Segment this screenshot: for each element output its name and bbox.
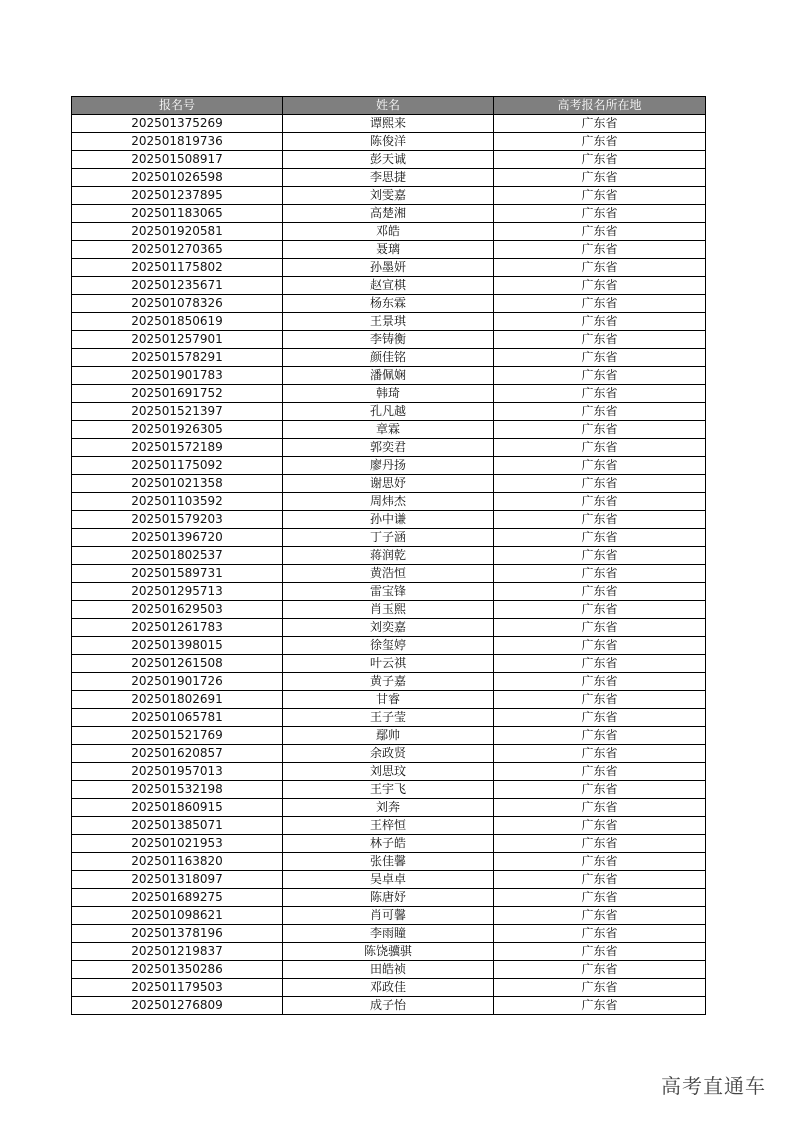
name-cell: 廖丹扬 [283, 457, 494, 475]
table-row [72, 835, 706, 853]
registration-number-cell: 202501318097 [72, 871, 283, 889]
exam-location-cell: 广东省 [494, 691, 706, 709]
table-row [72, 151, 706, 169]
table-row [72, 331, 706, 349]
table-row [72, 475, 706, 493]
registration-number-cell: 202501261508 [72, 655, 283, 673]
exam-location-cell: 广东省 [494, 601, 706, 619]
table-row [72, 709, 706, 727]
registration-number-cell: 202501175802 [72, 259, 283, 277]
registration-number-cell: 202501691752 [72, 385, 283, 403]
name-cell: 成子怡 [283, 997, 494, 1015]
name-cell: 李雨瞳 [283, 925, 494, 943]
table-row [72, 781, 706, 799]
registration-number-cell: 202501378196 [72, 925, 283, 943]
registration-number-cell: 202501901783 [72, 367, 283, 385]
registration-number-cell: 202501179503 [72, 979, 283, 997]
name-cell: 鄢帅 [283, 727, 494, 745]
exam-location-cell: 广东省 [494, 331, 706, 349]
table-row [72, 655, 706, 673]
table-row [72, 367, 706, 385]
exam-location-cell: 广东省 [494, 673, 706, 691]
name-cell: 孔凡越 [283, 403, 494, 421]
table-row [72, 889, 706, 907]
exam-location-cell: 广东省 [494, 781, 706, 799]
name-cell: 叶云祺 [283, 655, 494, 673]
name-cell: 谢思妤 [283, 475, 494, 493]
name-cell: 谭熙来 [283, 115, 494, 133]
table-row [72, 277, 706, 295]
registration-number-cell: 202501689275 [72, 889, 283, 907]
name-cell: 陈唐妤 [283, 889, 494, 907]
table-row [72, 817, 706, 835]
name-cell: 王梓恒 [283, 817, 494, 835]
exam-location-cell: 广东省 [494, 313, 706, 331]
exam-location-cell: 广东省 [494, 547, 706, 565]
name-cell: 刘奕嘉 [283, 619, 494, 637]
name-cell: 章霖 [283, 421, 494, 439]
name-cell: 肖玉熙 [283, 601, 494, 619]
name-cell: 周炜杰 [283, 493, 494, 511]
registration-number-cell: 202501103592 [72, 493, 283, 511]
table-row [72, 799, 706, 817]
table-row [72, 205, 706, 223]
name-cell: 孙中谦 [283, 511, 494, 529]
table-row [72, 637, 706, 655]
table-row [72, 961, 706, 979]
exam-location-cell: 广东省 [494, 709, 706, 727]
exam-location-cell: 广东省 [494, 439, 706, 457]
name-cell: 刘奔 [283, 799, 494, 817]
table-row [72, 187, 706, 205]
name-cell: 甘睿 [283, 691, 494, 709]
exam-location-cell: 广东省 [494, 853, 706, 871]
table-row [72, 925, 706, 943]
name-cell: 李思捷 [283, 169, 494, 187]
table-body [72, 115, 706, 1015]
name-cell: 雷宝锋 [283, 583, 494, 601]
registration-number-cell: 202501276809 [72, 997, 283, 1015]
registration-number-cell: 202501957013 [72, 763, 283, 781]
table-row [72, 259, 706, 277]
exam-location-cell: 广东省 [494, 205, 706, 223]
registration-number-cell: 202501860915 [72, 799, 283, 817]
name-cell: 孙墨妍 [283, 259, 494, 277]
registration-number-cell: 202501819736 [72, 133, 283, 151]
table-row [72, 997, 706, 1015]
registration-number-cell: 202501026598 [72, 169, 283, 187]
name-cell: 高楚湘 [283, 205, 494, 223]
table-header-row [72, 97, 706, 115]
registration-number-cell: 202501920581 [72, 223, 283, 241]
exam-location-cell: 广东省 [494, 529, 706, 547]
exam-location-cell: 广东省 [494, 367, 706, 385]
table-row [72, 619, 706, 637]
exam-location-cell: 广东省 [494, 583, 706, 601]
header-exam-location: 高考报名所在地 [494, 97, 706, 115]
name-cell: 吴卓卓 [283, 871, 494, 889]
table-row [72, 907, 706, 925]
registration-number-cell: 202501021358 [72, 475, 283, 493]
table-row [72, 673, 706, 691]
registration-number-cell: 202501235671 [72, 277, 283, 295]
exam-location-cell: 广东省 [494, 871, 706, 889]
table-row [72, 223, 706, 241]
exam-location-cell: 广东省 [494, 817, 706, 835]
exam-location-cell: 广东省 [494, 421, 706, 439]
admission-list-sheet [71, 96, 705, 1015]
exam-location-cell: 广东省 [494, 223, 706, 241]
registration-number-cell: 202501521769 [72, 727, 283, 745]
table-row [72, 565, 706, 583]
table-row [72, 133, 706, 151]
exam-location-cell: 广东省 [494, 133, 706, 151]
name-cell: 邓政佳 [283, 979, 494, 997]
registration-number-cell: 202501098621 [72, 907, 283, 925]
name-cell: 聂璃 [283, 241, 494, 259]
table-row [72, 853, 706, 871]
registration-number-cell: 202501521397 [72, 403, 283, 421]
exam-location-cell: 广东省 [494, 259, 706, 277]
exam-location-cell: 广东省 [494, 169, 706, 187]
registration-number-cell: 202501175092 [72, 457, 283, 475]
name-cell: 肖可馨 [283, 907, 494, 925]
name-cell: 郭奕君 [283, 439, 494, 457]
table-row [72, 403, 706, 421]
name-cell: 黄浩恒 [283, 565, 494, 583]
registration-number-cell: 202501926305 [72, 421, 283, 439]
table-row [72, 871, 706, 889]
table-row [72, 979, 706, 997]
name-cell: 潘佩娴 [283, 367, 494, 385]
registration-number-cell: 202501802691 [72, 691, 283, 709]
table-row [72, 763, 706, 781]
registration-number-cell: 202501620857 [72, 745, 283, 763]
registration-number-cell: 202501629503 [72, 601, 283, 619]
registration-number-cell: 202501237895 [72, 187, 283, 205]
admission-table [71, 96, 706, 1015]
exam-location-cell: 广东省 [494, 115, 706, 133]
exam-location-cell: 广东省 [494, 961, 706, 979]
table-row [72, 601, 706, 619]
exam-location-cell: 广东省 [494, 349, 706, 367]
name-cell: 王子莹 [283, 709, 494, 727]
name-cell: 杨东霖 [283, 295, 494, 313]
registration-number-cell: 202501396720 [72, 529, 283, 547]
registration-number-cell: 202501589731 [72, 565, 283, 583]
name-cell: 王宇飞 [283, 781, 494, 799]
table-row [72, 349, 706, 367]
table-row [72, 493, 706, 511]
name-cell: 张佳馨 [283, 853, 494, 871]
table-row [72, 583, 706, 601]
name-cell: 王景琪 [283, 313, 494, 331]
registration-number-cell: 202501350286 [72, 961, 283, 979]
exam-location-cell: 广东省 [494, 619, 706, 637]
name-cell: 韩琦 [283, 385, 494, 403]
table-row [72, 457, 706, 475]
registration-number-cell: 202501532198 [72, 781, 283, 799]
registration-number-cell: 202501021953 [72, 835, 283, 853]
exam-location-cell: 广东省 [494, 403, 706, 421]
exam-location-cell: 广东省 [494, 907, 706, 925]
exam-location-cell: 广东省 [494, 763, 706, 781]
registration-number-cell: 202501219837 [72, 943, 283, 961]
exam-location-cell: 广东省 [494, 889, 706, 907]
name-cell: 田皓祯 [283, 961, 494, 979]
registration-number-cell: 202501375269 [72, 115, 283, 133]
table-row [72, 295, 706, 313]
table-row [72, 529, 706, 547]
table-row [72, 421, 706, 439]
name-cell: 黄子嘉 [283, 673, 494, 691]
exam-location-cell: 广东省 [494, 943, 706, 961]
header-name: 姓名 [283, 97, 494, 115]
registration-number-cell: 202501508917 [72, 151, 283, 169]
exam-location-cell: 广东省 [494, 493, 706, 511]
registration-number-cell: 202501572189 [72, 439, 283, 457]
registration-number-cell: 202501578291 [72, 349, 283, 367]
exam-location-cell: 广东省 [494, 979, 706, 997]
exam-location-cell: 广东省 [494, 655, 706, 673]
exam-location-cell: 广东省 [494, 637, 706, 655]
name-cell: 林子皓 [283, 835, 494, 853]
registration-number-cell: 202501065781 [72, 709, 283, 727]
registration-number-cell: 202501385071 [72, 817, 283, 835]
exam-location-cell: 广东省 [494, 295, 706, 313]
table-row [72, 385, 706, 403]
registration-number-cell: 202501901726 [72, 673, 283, 691]
name-cell: 蒋润乾 [283, 547, 494, 565]
registration-number-cell: 202501295713 [72, 583, 283, 601]
exam-location-cell: 广东省 [494, 835, 706, 853]
exam-location-cell: 广东省 [494, 475, 706, 493]
name-cell: 李铸衡 [283, 331, 494, 349]
name-cell: 陈俊洋 [283, 133, 494, 151]
name-cell: 余政贤 [283, 745, 494, 763]
exam-location-cell: 广东省 [494, 151, 706, 169]
name-cell: 刘思玟 [283, 763, 494, 781]
exam-location-cell: 广东省 [494, 799, 706, 817]
table-row [72, 691, 706, 709]
exam-location-cell: 广东省 [494, 925, 706, 943]
name-cell: 邓皓 [283, 223, 494, 241]
exam-location-cell: 广东省 [494, 727, 706, 745]
exam-location-cell: 广东省 [494, 745, 706, 763]
registration-number-cell: 202501270365 [72, 241, 283, 259]
name-cell: 赵宣棋 [283, 277, 494, 295]
registration-number-cell: 202501398015 [72, 637, 283, 655]
name-cell: 颜佳铭 [283, 349, 494, 367]
table-row [72, 511, 706, 529]
registration-number-cell: 202501261783 [72, 619, 283, 637]
registration-number-cell: 202501183065 [72, 205, 283, 223]
registration-number-cell: 202501850619 [72, 313, 283, 331]
registration-number-cell: 202501802537 [72, 547, 283, 565]
table-row [72, 313, 706, 331]
table-row [72, 241, 706, 259]
name-cell: 徐玺婷 [283, 637, 494, 655]
name-cell: 丁子涵 [283, 529, 494, 547]
exam-location-cell: 广东省 [494, 457, 706, 475]
header-registration-number: 报名号 [72, 97, 283, 115]
name-cell: 陈饶骥骐 [283, 943, 494, 961]
table-row [72, 727, 706, 745]
table-row [72, 745, 706, 763]
table-row [72, 547, 706, 565]
name-cell: 刘雯嘉 [283, 187, 494, 205]
table-row [72, 169, 706, 187]
registration-number-cell: 202501579203 [72, 511, 283, 529]
registration-number-cell: 202501257901 [72, 331, 283, 349]
table-row [72, 943, 706, 961]
table-row [72, 115, 706, 133]
watermark-logo-text: 高考直通车 [661, 1074, 766, 1098]
exam-location-cell: 广东省 [494, 385, 706, 403]
exam-location-cell: 广东省 [494, 277, 706, 295]
exam-location-cell: 广东省 [494, 565, 706, 583]
exam-location-cell: 广东省 [494, 241, 706, 259]
table-row [72, 439, 706, 457]
exam-location-cell: 广东省 [494, 511, 706, 529]
name-cell: 彭天诚 [283, 151, 494, 169]
exam-location-cell: 广东省 [494, 187, 706, 205]
exam-location-cell: 广东省 [494, 997, 706, 1015]
registration-number-cell: 202501163820 [72, 853, 283, 871]
registration-number-cell: 202501078326 [72, 295, 283, 313]
